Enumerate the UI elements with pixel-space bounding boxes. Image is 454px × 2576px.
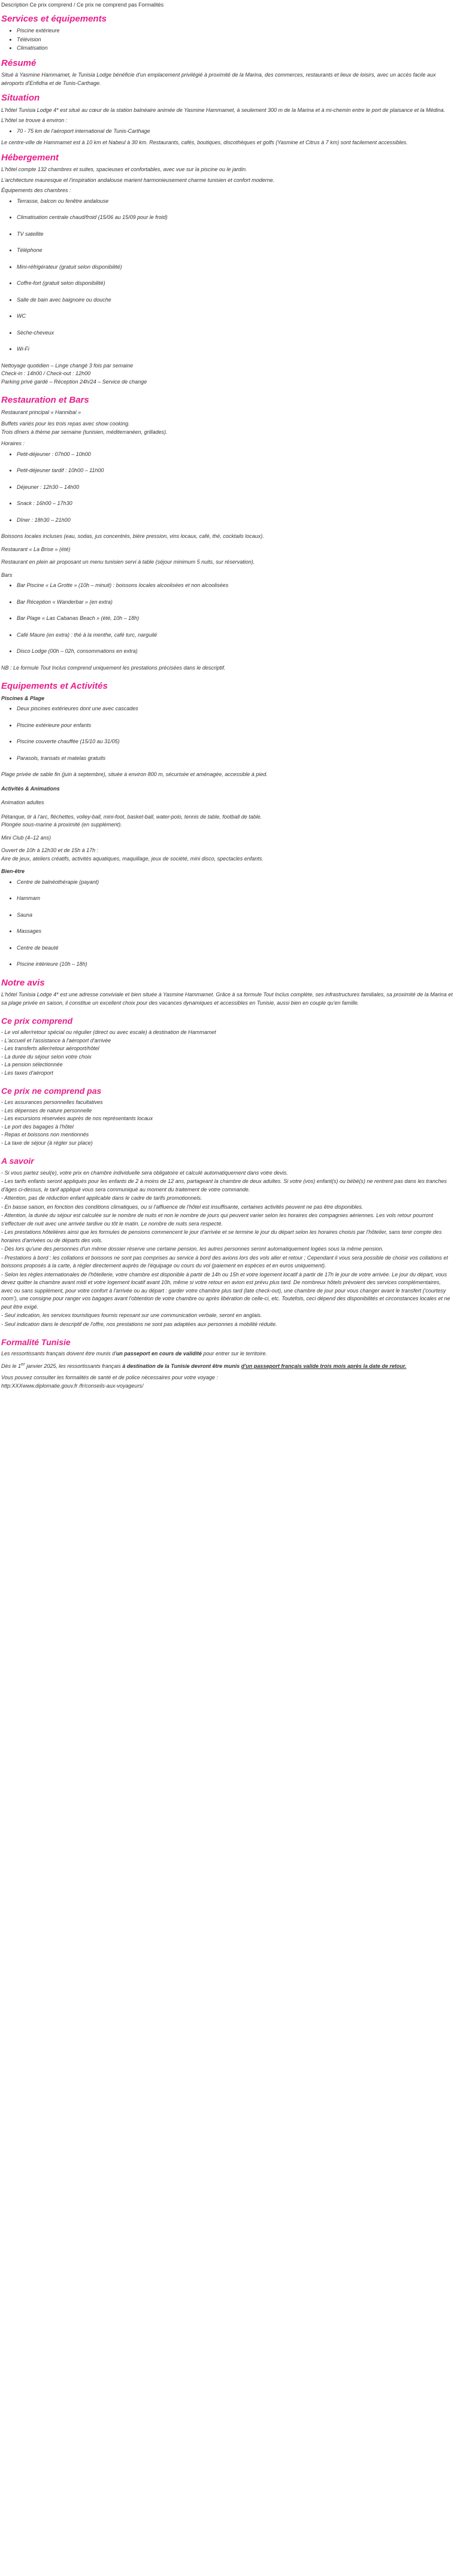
comprend-list [1,1029,453,1077]
list-item: • Sauna [17,911,453,920]
list-item: • Massages [17,927,453,936]
text-line: Plongée sous-marine à proximité (en supplément). [1,822,122,828]
formalite-passport [1,1350,453,1358]
text-fragment-bold: à destination de la Tunisie devront être munis [122,1362,241,1369]
list-item: - Seul indication dans le descriptif de l'offre, nos prestations ne sont pas adaptées aux personnes à mobilité réduite. [1,1321,277,1327]
list-item: • Bar Piscine « La Grotte » (10h – minuit) : boissons locales alcoolisées et non alcoolisées [17,582,453,590]
text-fragment-bold: un passeport en cours de validité [116,1351,202,1357]
list-item: • Hammam [17,895,453,903]
list-item: • Bar Réception « Wanderbar » (en extra) [17,598,453,607]
text-line: Trois dîners à thème par semaine (tunisien, méditerranéen, grillades). [1,428,168,435]
hebergement-title: Hébergement [1,152,59,163]
list-item: • WC [17,312,453,321]
wellness-list [1,878,453,969]
list-item: • Piscine extérieure pour enfants [17,722,453,730]
hebergement-equip-label: Équipements des chambres : [1,187,71,193]
restauration-title: Restauration et Bars [1,395,89,405]
list-item: - Si vous partez seul(e), votre prix en chambre individuelle sera obligatoire et calculé automatiquement dans votre devis. [1,1169,288,1176]
list-item: - La taxe de séjour (à régler sur place) [1,1139,93,1146]
text-line: Ouvert de 10h à 12h30 et de 15h à 17h : [1,847,99,853]
list-item: • Petit-déjeuner tardif : 10h00 – 11h00 [17,467,453,475]
list-item: - Attention, pas de réduction enfant applicable dans le cadre de tarifs promotionnels. [1,1195,202,1202]
brise-restaurant-desc: Restaurant en plein air proposant un menu tunisien servi à table (séjour minimum 5 nuits, sur réservation). [1,559,255,565]
formalite-2025 [1,1361,453,1371]
text-line: Pétanque, tir à l'arc, fléchettes, volley-ball, mini-foot, basket-ball, water-polo, tennis de table, football de table. [1,813,262,820]
text-fragment: janvier 2025, les ressortissants français [25,1362,123,1369]
situation-title: Situation [1,93,40,103]
list-item: • Centre de beauté [17,944,453,953]
text-fragment-underlined: d'un passeport français valide trois mois après la date de retour. [241,1362,407,1369]
list-item: • Petit-déjeuner : 07h00 – 10h00 [17,451,453,459]
bars-label: Bars [1,571,13,578]
ne-comprend-list [1,1099,453,1147]
text-line: Aire de jeux, ateliers créatifs, activités aquatiques, maquillage, jeux de société, mini disco, spectacles enfants. [1,855,264,862]
hours-list [1,451,453,525]
services-list [1,27,453,53]
list-item: - Seul indication, les services touristiques fournis reposant sur une communication verbale, seront en anglais. [1,1312,262,1319]
list-item: • Deux piscines extérieures dont une avec cascades [17,705,453,713]
pools-list [1,705,453,762]
list-item: - Les excursions réservées auprès de nos représentants locaux [1,1115,153,1122]
hebergement-text: L'hôtel compte 132 chambres et suites, spacieuses et confortables, avec vue sur la piscine ou le jardin. [1,166,247,172]
restauration-note: NB : Le formule Tout Inclus comprend uniquement les prestations précisées dans le descriptif. [1,664,226,671]
list-item: - Les taxes d'aéroport [1,1069,53,1076]
list-item: • Snack : 16h00 – 17h30 [17,500,453,508]
list-item: • Sèche-cheveux [17,329,453,337]
text-line: Parking privé gardé – Réception 24h/24 – Service de change [1,378,147,385]
hebergement-text-2: L'architecture mauresque et l'inspiration andalouse marient harmonieusement charme tunisien et confort moderne. [1,177,275,183]
list-item: • 70 - 75 km de l'aéroport international de Tunis-Carthage [17,127,453,136]
list-item: • Parasols, transats et matelas gratuits [17,755,453,763]
adult-animation-label: Animation adultes [1,799,44,805]
list-item: - Le vol aller/retour spécial ou régulier (direct ou avec escale) à destination de Hammamet [1,1029,216,1036]
diplomatie-link[interactable]: http:XXXwww.diplomatie.gouv.fr /fr/conseils-aux-voyageurs/ [1,1382,144,1389]
list-item: • Terrasse, balcon ou fenêtre andalouse [17,197,453,206]
list-item: - Les tarifs enfants seront appliqués pour les enfants de 2 à moins de 12 ans, partageant la chambre de deux adultes. Si votre (vos) enfant(s) ou bébé(s) ne rentrent pas dans les tranches d'âges ci-dessus, le tarif appliqué vous sera communiqué au moment du traitement de votre commande. [1,1178,447,1193]
main-restaurant: Restaurant principal « Hannibal » [1,409,81,415]
resume-title: Résumé [1,57,37,68]
brise-restaurant: Restaurant « La Brise » (été) [1,546,71,552]
text-line: Buffets variés pour les trois repas avec show cooking. [1,421,130,427]
mini-club-label: Mini Club (4–12 ans) [1,834,52,841]
list-item: - Repas et boissons non mentionnés [1,1132,89,1138]
situation-text-2: Le centre-ville de Hammamet est à 10 km et Nabeul à 30 km. Restaurants, cafés, boutiques, discothèques et golfs (Yasmine et Citrus à 7 km) sont facilement accessibles. [1,139,408,145]
list-item: • Téléphone [17,247,453,255]
situation-text: L'hôtel Tunisia Lodge 4* est situé au cœur de la station balnéaire animée de Yasmine Hammamet, à seulement 300 m de la Marina et à mi-chemin entre le port de plaisance et la Médina. [1,107,446,113]
list-item: • Coffre-fort (gratuit selon disponibilité) [17,279,453,288]
avis-title: Notre avis [1,977,45,988]
ne-comprend-title: Ce prix ne comprend pas [1,1086,102,1096]
formalite-consult [1,1374,453,1390]
list-item: - Les dépenses de nature personnelle [1,1107,92,1114]
list-item: • Mini-réfrigérateur (gratuit selon disponibilité) [17,263,453,272]
a-savoir-title: A savoir [1,1156,34,1166]
text-fragment: pour entrer sur le territoire. [201,1351,267,1357]
list-item: • Télévision [17,36,453,44]
list-item: - Le port des bagages à l'hôtel [1,1123,74,1130]
wellness-subtitle: Bien-être [1,868,25,874]
list-item: - Attention, la durée du séjour est calculée sur le nombre de nuits et non le nombre de jours qui peuvent varier selon les horaires des compagnies aériennes. Les vols retour pourront s'effectuer de nuit avec une arrivée tardive ou tôt le matin. Le nombre de nuits sera respecté. [1,1212,434,1227]
main-restaurant-desc [1,420,453,436]
text-fragment: Les ressortissants français doivent être munis d' [1,1351,116,1357]
list-item: - Les assurances personnelles facultatives [1,1099,103,1106]
a-savoir-list [1,1169,453,1329]
activities-subtitle: Activités & Animations [1,785,60,792]
list-item: • Disco Lodge (00h – 02h, consommations en extra) [17,647,453,656]
list-item: - Dès lors qu'une des personnes d'un même dossier réserve une certaine pension, les autres personnes seront automatiquement logées sous la même pension. [1,1246,384,1252]
list-item: • TV satellite [17,230,453,239]
page-nav: Description Ce prix comprend / Ce prix ne comprend pas Formalités [1,2,164,8]
text-fragment: Dès le 1 [1,1362,22,1369]
list-item: - La pension sélectionnée [1,1062,63,1068]
list-item: - Selon les règles internationales de l'hôtellerie, votre chambre est disponible à partir de 14h ou 15h et votre logement locatif à partir de 17h le jour de votre arrivée. Le jour du départ, vous devez quitter la chambre avant midi et votre logement locatif avant 10h, même si votre retour en avion est prévu plus tard. De nombreux hôtels prévoient des services complémentaires, avec ou sans supplément, pour votre confort à l'arrivée ou au départ : garder votre chambre plus tard (late check-out), une chambre de jour pour vous changer avant le transfert ('courtesy room'), une consigne pour ranger vos bagages avant l'obtention de votre chambre ou après libération de celle-ci, etc. Toutefois, ceci dépend des disponibilités et circonstances locales et ne peut être exigé. [1,1271,450,1310]
hebergement-services [1,362,453,387]
list-item: • Climatisation [17,44,453,53]
text-line: Check-in : 14h00 / Check-out : 12h00 [1,370,91,376]
list-item: - En basse saison, en fonction des conditions climatiques, ou si l'affluence de l'hôtel est insuffisante, certaines activités peuvent ne pas être disponibles. [1,1203,364,1210]
sports-text [1,813,453,829]
list-item: - Prestations à bord : les collations et boissons ne sont pas comprises au service à bord des avions lors des vols aller et retour ; Cependant il vous sera possible de choisir vos collations et boissons proposés à la carte, à régler directement auprès de l'équipage ou cours du vol (paiement en espèces et en euros uniquement). [1,1254,448,1269]
hours-label: Horaires : [1,440,25,446]
situation-list [1,127,453,136]
list-item: • Bar Plage « Las Cabanas Beach » (été, 10h – 18h) [17,615,453,623]
beach-text: Plage privée de sable fin (juin à septembre), située à environ 800 m, sécurisée et aménagée, accessible à pied. [1,771,268,777]
mini-club-desc [1,847,453,863]
equipements-title: Equipements et Activités [1,681,108,691]
list-item: • Piscine intérieure (10h – 18h) [17,960,453,969]
comprend-title: Ce prix comprend [1,1016,73,1026]
bars-list [1,582,453,656]
list-item: • Climatisation centrale chaud/froid (15/06 au 15/09 pour le froid) [17,214,453,222]
list-item: - La durée du séjour selon votre choix [1,1053,92,1060]
room-equipment-list [1,197,453,354]
services-title: Services et équipements [1,13,107,24]
text-line: Vous pouvez consulter les formalités de santé et de police nécessaires pour votre voyage : [1,1374,218,1381]
avis-text: L'hôtel Tunisia Lodge 4* est une adresse conviviale et bien située à Yasmine Hammamet. Grâce à sa formule Tout Inclus complète, ses infrastructures familiales, sa proximité de la Marina et sa plage privée en saison, il constitue un excellent choix pour des vacances dynamiques et accessibles en Tunisie, aussi bien en couple qu'en famille. [1,992,453,1006]
formalite-title: Formalité Tunisie [1,1337,71,1348]
list-item: - L'accueil et l'assistance à l'aéroport d'arrivée [1,1037,111,1044]
text-line: Nettoyage quotidien – Linge changé 3 fois par semaine [1,362,134,369]
list-item: - Les transferts aller/retour aéroport/hôtel [1,1045,99,1052]
list-item: • Salle de bain avec baignoire ou douche [17,296,453,305]
list-item: - Les prestations hôtelières ainsi que les formules de pensions commencent le jour d'arrivée et se termine le jour du départ selon les horaires choisis par l'hôtelier, sans tenir compte des horaires d'arrivées ou de départs des vols. [1,1229,442,1243]
list-item: • Centre de balnéothérapie (payant) [17,878,453,887]
list-item: • Piscine couverte chauffée (15/10 au 31/05) [17,738,453,746]
situation-distance-label: L'hôtel se trouve à environ : [1,117,68,123]
text-fragment-sup: er [21,1361,25,1367]
drinks-text: Boissons locales incluses (eau, sodas, jus concentrés, bière pression, vins locaux, café, thé, cocktails locaux). [1,533,264,539]
list-item: • Déjeuner : 12h30 – 14h00 [17,483,453,492]
list-item: • Piscine extérieure [17,27,453,35]
resume-text: Situé à Yasmine Hammamet, le Tunisia Lodge bénéficie d'un emplacement privilégié à proximité de la Marina, des commerces, restaurants et lieux de loisirs, avec un accès facile aux aéroports d'Enfidha et de Tunis-Carthage. [1,72,436,86]
list-item: • Café Maure (en extra) : thé à la menthe, café turc, narguilé [17,631,453,640]
pools-subtitle: Piscines & Plage [1,695,45,701]
list-item: • Dîner : 18h30 – 21h00 [17,516,453,525]
list-item: • Wi-Fi [17,345,453,354]
